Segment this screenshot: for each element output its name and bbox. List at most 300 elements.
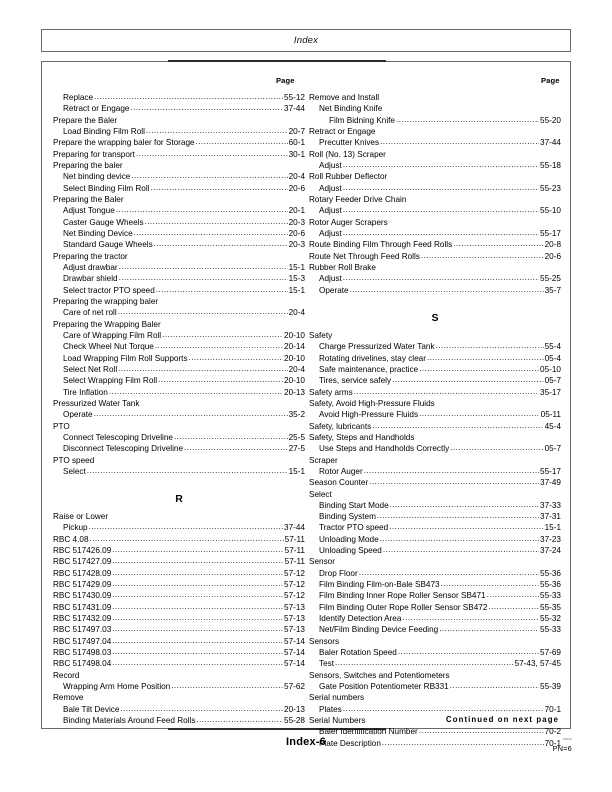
index-entry-page: 20-4 [288, 172, 305, 182]
index-group-heading [309, 636, 561, 647]
index-entry-text: RBC 517427.09 [53, 557, 112, 567]
dot-leader [398, 647, 539, 657]
index-entry-text: Preparing the Baler [53, 194, 124, 204]
index-entry [53, 205, 305, 216]
dot-leader [441, 579, 539, 589]
index-entry-page: 55-17 [540, 228, 561, 238]
index-entry-text: Baler Rotation Speed [319, 648, 397, 658]
index-entry-text: Season Counter [309, 478, 369, 488]
index-entry-text: Preparing the wrapping baler [53, 296, 159, 306]
dot-leader [89, 522, 283, 532]
dot-leader [487, 590, 539, 600]
top-rule-accent [168, 60, 386, 62]
index-entry-text: Adjust Tongue [63, 206, 115, 216]
index-entry-page: 55-36 [540, 568, 561, 578]
index-group-heading [53, 115, 305, 126]
dot-leader [118, 307, 288, 317]
index-entry [53, 341, 305, 352]
dot-leader [156, 285, 288, 295]
index-entry [53, 239, 305, 250]
index-entry-text: Standard Gauge Wheels [63, 240, 153, 250]
index-entry-text: Care of net roll [63, 308, 117, 318]
dot-leader [112, 647, 283, 657]
dot-leader [112, 556, 283, 566]
index-entry [309, 251, 561, 262]
index-entry-text: PTO speed [53, 455, 95, 465]
dot-leader [436, 341, 544, 351]
index-entry-text: Film Binding Outer Rope Roller Sensor SB472 [319, 602, 488, 612]
index-group-heading [53, 160, 305, 171]
index-entry-text: RBC 517497.04 [53, 636, 112, 646]
index-group-heading [309, 103, 561, 114]
section-letter-r: R [175, 493, 183, 506]
dot-leader [450, 681, 539, 691]
index-entry-page: 57-14 [284, 636, 305, 646]
dot-leader [155, 341, 283, 351]
index-entry [309, 704, 561, 715]
index-entry-text: Select tractor PTO speed [63, 285, 155, 295]
index-group-heading [53, 421, 305, 432]
index-entry-page: 70-1 [544, 738, 561, 748]
index-entry-page: 55-28 [284, 716, 305, 726]
index-entry-text: Safe maintenance, practice [319, 364, 419, 374]
index-entry [309, 624, 561, 635]
index-entry-page: 57-62 [284, 682, 305, 692]
dot-leader [419, 409, 540, 419]
section-letter-s: S [431, 311, 439, 324]
index-entry-text: Precutter Knives [319, 138, 380, 148]
index-entry [53, 534, 305, 545]
index-entry-text: Select Wrapping Film Roll [63, 376, 158, 386]
index-entry-text: RBC 517428.09 [53, 568, 112, 578]
index-entry [309, 353, 561, 364]
index-entry-page: 20-8 [544, 240, 561, 250]
index-entry [309, 239, 561, 250]
index-entry-text: Caster Gauge Wheels [63, 217, 144, 227]
index-entry-page: 55-39 [540, 682, 561, 692]
dot-leader [112, 602, 283, 612]
index-entry [309, 364, 561, 375]
index-entry-page: 57-11 [284, 546, 305, 556]
index-entry-page: 57-11 [284, 557, 305, 567]
index-entry-page: 55-4 [544, 342, 561, 352]
index-group-heading [53, 251, 305, 262]
index-entry [53, 285, 305, 296]
index-entry-page: 57-12 [284, 591, 305, 601]
page-header-title: Index [293, 35, 319, 46]
index-entry-text: Drop Floor [319, 568, 358, 578]
dot-leader [453, 239, 543, 249]
index-entry [53, 262, 305, 273]
index-group-heading [53, 194, 305, 205]
index-group-heading [53, 511, 305, 522]
index-entry [309, 500, 561, 511]
dot-leader [196, 715, 283, 725]
dot-leader [118, 364, 287, 374]
index-entry [53, 307, 305, 318]
index-entry-text: Select [309, 489, 332, 499]
index-entry [53, 432, 305, 443]
index-entry [53, 92, 305, 103]
dot-leader [343, 228, 539, 238]
index-entry-text: Net/Film Binding Device Feeding [319, 625, 439, 635]
dot-leader [150, 183, 287, 193]
index-column-right [309, 92, 561, 749]
index-entry-page: 15-1 [544, 523, 561, 533]
index-entry-text: RBC 517429.09 [53, 580, 112, 590]
index-entry [53, 522, 305, 533]
footer-page-number: Index-6 [286, 736, 326, 748]
index-entry [53, 387, 305, 398]
index-entry-text: RBC 517497.03 [53, 625, 112, 635]
index-entry [53, 590, 305, 601]
index-entry-page: 20-6 [288, 228, 305, 238]
index-entry [309, 409, 561, 420]
index-entry-page: 55-32 [540, 614, 561, 624]
index-entry-text: Safety, lubricants [309, 421, 372, 431]
index-column-left [53, 92, 305, 726]
index-entry [309, 579, 561, 590]
index-entry-text: Film Binding Film-on-Bale SB473 [319, 580, 440, 590]
dot-leader [396, 115, 539, 125]
index-entry-text: Operate [63, 410, 93, 420]
index-entry [309, 387, 561, 398]
index-entry-page: 55-20 [540, 115, 561, 125]
index-entry-page: 20-14 [284, 342, 305, 352]
index-entry-page: 20-4 [288, 308, 305, 318]
index-entry-page: 37-23 [540, 534, 561, 544]
index-entry-text: Safety, Steps and Handholds [309, 432, 415, 442]
index-entry-page: 15-3 [288, 274, 305, 284]
index-entry-page: 55-23 [540, 183, 561, 193]
index-entry-text: Tires, service safely [319, 376, 392, 386]
index-entry-page: 70-2 [544, 727, 561, 737]
index-entry-page: 57-69 [540, 648, 561, 658]
index-entry-text: Adjust [319, 160, 342, 170]
index-entry-text: Replace [63, 93, 94, 102]
index-entry [309, 375, 561, 386]
index-entry-text: Safety arms [309, 387, 353, 397]
index-group-heading [53, 455, 305, 466]
index-entry-text: Sensor [309, 557, 335, 567]
index-entry [53, 681, 305, 692]
index-entry-text: Operate [319, 285, 349, 295]
index-entry-page: 05-10 [540, 364, 561, 374]
index-group-heading [309, 432, 561, 443]
dot-leader [377, 511, 539, 521]
index-entry-text: Serial Numbers [309, 716, 366, 726]
index-entry-page: 70-1 [544, 704, 561, 714]
index-entry-page: 35-7 [544, 285, 561, 295]
index-entry-page: 55-36 [540, 580, 561, 590]
index-entry [53, 364, 305, 375]
index-group-heading [53, 692, 305, 703]
dot-leader [119, 262, 288, 272]
index-entry [53, 545, 305, 556]
index-entry-text: Rotor Auger [319, 466, 363, 476]
dot-leader [343, 205, 539, 215]
index-entry-page: 57-13 [284, 625, 305, 635]
dot-leader [450, 443, 543, 453]
dot-leader [402, 613, 539, 623]
index-entry-page: 57-11 [284, 534, 305, 544]
dot-leader [112, 590, 283, 600]
index-entry-page: 20-6 [288, 183, 305, 193]
index-entry [53, 443, 305, 454]
index-group-heading [309, 670, 561, 681]
index-entry-text: Pickup [63, 523, 88, 533]
index-entry-text: PTO [53, 421, 70, 431]
index-entry-text: Rotating drivelines, stay clear [319, 353, 426, 363]
index-group-heading [309, 398, 561, 409]
index-entry-text: Record [53, 670, 80, 680]
index-entry [53, 556, 305, 567]
index-entry-page: 57-14 [284, 648, 305, 658]
index-entry-text: Binding Start Mode [319, 500, 389, 510]
index-entry [309, 534, 561, 545]
index-entry-text: Sensors [309, 636, 340, 646]
index-entry [53, 273, 305, 284]
dot-leader [112, 636, 283, 646]
dot-leader [189, 353, 284, 363]
dot-leader [392, 375, 544, 385]
index-entry-text: Net binding device [63, 172, 131, 182]
index-group-heading [309, 194, 561, 205]
index-group-heading [309, 692, 561, 703]
index-group-heading [309, 455, 561, 466]
index-group-heading [53, 296, 305, 307]
dot-leader [488, 602, 539, 612]
dot-leader [112, 579, 283, 589]
index-entry [309, 341, 561, 352]
index-entry-text: Unloading Mode [319, 534, 379, 544]
dot-leader [116, 205, 288, 215]
index-entry-text: Rotary Feeder Drive Chain [309, 194, 407, 204]
dot-leader [146, 126, 288, 136]
index-entry [53, 613, 305, 624]
index-entry-page: 37-24 [540, 546, 561, 556]
index-entry [309, 658, 561, 669]
index-entry-text: Unloading Speed [319, 546, 382, 556]
index-entry-page: 37-49 [540, 478, 561, 488]
index-group-heading [309, 149, 561, 160]
index-entry-text: RBC 517498.04 [53, 659, 112, 669]
index-entry-text: Prepare the wrapping baler for Storage [53, 138, 195, 148]
dot-leader [364, 466, 539, 476]
index-entry-page: 55-35 [540, 602, 561, 612]
footer-pn-label: PN=6 [552, 744, 572, 753]
dot-leader [419, 364, 539, 374]
dot-leader [369, 477, 539, 487]
index-entry-text: Connect Telescoping Driveline [63, 432, 173, 442]
index-entry-page: 20-13 [284, 387, 305, 397]
dot-leader [184, 443, 288, 453]
index-entry [53, 137, 305, 148]
index-entry-text: Drawbar shield [63, 274, 118, 284]
index-entry-page: 15-1 [288, 466, 305, 476]
index-entry-page: 37-44 [284, 523, 305, 533]
index-entry [309, 511, 561, 522]
index-entry-page: 57-13 [284, 614, 305, 624]
dot-leader [350, 285, 544, 295]
dot-leader [136, 149, 288, 159]
index-entry-text: Roll Rubber Deflector [309, 172, 388, 182]
dot-leader [439, 624, 539, 634]
index-entry-text: Remove [53, 693, 84, 703]
dot-leader [112, 568, 283, 578]
index-entry-page: 35-2 [288, 410, 305, 420]
index-entry-text: Binding Materials Around Feed Rolls [63, 716, 196, 726]
index-entry-text: Net Binding Knife [319, 104, 383, 114]
index-entry [309, 477, 561, 488]
dot-leader [174, 432, 288, 442]
index-entry [53, 126, 305, 137]
index-entry [53, 217, 305, 228]
index-entry-page: 20-10 [284, 376, 305, 386]
dot-leader [112, 545, 283, 555]
index-entry-text: Safety, Avoid High-Pressure Fluids [309, 398, 435, 408]
dot-leader [421, 251, 544, 261]
index-entry-text: Bale Tilt Device [63, 704, 120, 714]
index-entry-page: 57-12 [284, 568, 305, 578]
index-entry-text: Use Steps and Handholds Correctly [319, 444, 450, 454]
index-entry-page: 20-7 [288, 126, 305, 136]
index-entry-text: Adjust drawbar [63, 262, 118, 272]
index-entry-page: 20-10 [284, 330, 305, 340]
index-entry-text: Safety [309, 330, 333, 340]
index-entry-text: Preparing the Wrapping Baler [53, 319, 161, 329]
dot-leader [162, 330, 283, 340]
index-entry [53, 704, 305, 715]
dot-leader [383, 545, 539, 555]
index-group-heading [309, 217, 561, 228]
index-entry-page: 05-7 [544, 444, 561, 454]
index-group-heading [309, 126, 561, 137]
index-entry-page: 20-4 [288, 364, 305, 374]
index-entry-page: 15-1 [288, 262, 305, 272]
index-entry-page: 15-1 [288, 285, 305, 295]
index-entry-page: 55-33 [540, 625, 561, 635]
index-entry-page: 20-10 [284, 353, 305, 363]
index-entry-page: 55-33 [540, 591, 561, 601]
index-entry-text: Baler Identification Number [319, 727, 418, 737]
index-entry-text: Film Binding Inner Rope Roller Sensor SB471 [319, 591, 486, 601]
index-entry [309, 183, 561, 194]
index-group-heading [309, 556, 561, 567]
index-entry [53, 636, 305, 647]
index-entry-page: 55-10 [540, 206, 561, 216]
index-entry-page: 60-1 [288, 138, 305, 148]
index-entry [53, 409, 305, 420]
index-entry-text: Pressurized Water Tank [53, 398, 140, 408]
index-entry-text: Wrapping Arm Home Position [63, 682, 171, 692]
index-entry [53, 330, 305, 341]
index-entry-text: Care of Wrapping Film Roll [63, 330, 162, 340]
index-entry [309, 590, 561, 601]
dot-leader [343, 273, 539, 283]
page-header-box [41, 29, 571, 52]
index-entry-page: 57-43, 57-45 [514, 659, 561, 669]
dot-leader [145, 217, 288, 227]
index-entry-page: 37-31 [540, 512, 561, 522]
index-entry-page: 55-17 [540, 466, 561, 476]
index-entry [309, 613, 561, 624]
index-entry [309, 115, 561, 126]
dot-leader [112, 658, 283, 668]
index-entry [309, 205, 561, 216]
index-entry-page: 55-12 [284, 93, 305, 102]
index-entry-text: Disconnect Telescoping Driveline [63, 444, 183, 454]
index-entry-text: Select Net Roll [63, 364, 118, 374]
dot-leader [372, 421, 543, 431]
dot-leader [112, 613, 283, 623]
dot-leader [427, 353, 544, 363]
index-entry [309, 545, 561, 556]
index-entry-page: 30-1 [288, 149, 305, 159]
index-entry [53, 171, 305, 182]
index-group-heading [53, 319, 305, 330]
index-entry-text: Tire Inflation [63, 387, 108, 397]
index-group-heading [309, 262, 561, 273]
index-entry [309, 602, 561, 613]
index-entry [53, 715, 305, 726]
index-entry [53, 647, 305, 658]
left-column-page-label: Page [276, 76, 295, 85]
dot-leader [389, 522, 543, 532]
dot-leader [158, 375, 283, 385]
index-entry-page: 05-4 [544, 353, 561, 363]
dot-leader [90, 534, 284, 544]
index-entry-text: Rubber Roll Brake [309, 262, 376, 272]
index-entry-text: Adjust [319, 228, 342, 238]
dot-leader [390, 500, 539, 510]
dot-leader [154, 239, 288, 249]
index-entry-text: Preparing the tractor [53, 251, 128, 261]
index-entry [309, 647, 561, 658]
footer-print-code: INDX6 [562, 737, 572, 741]
index-entry-text: RBC 517432.09 [53, 614, 112, 624]
index-entry-text: Route Binding Film Through Feed Rolls [309, 240, 453, 250]
index-entry-page: 20-6 [544, 251, 561, 261]
index-entry-text: Retract or Engage [309, 126, 376, 136]
index-entry-page: 37-44 [540, 138, 561, 148]
index-entry-text: RBC 517431.09 [53, 602, 112, 612]
index-entry-text: RBC 517430.09 [53, 591, 112, 601]
dot-leader [343, 183, 539, 193]
index-entry-text: Net Binding Device [63, 228, 133, 238]
index-group-heading [309, 171, 561, 182]
dot-leader [196, 137, 288, 147]
index-entry-text: RBC 517498.03 [53, 648, 112, 658]
index-entry-text: Film Bidning Knife [329, 115, 395, 125]
index-entry [53, 353, 305, 364]
index-entry-page: 57-13 [284, 602, 305, 612]
index-entry [53, 103, 305, 114]
index-entry [309, 681, 561, 692]
index-entry [53, 375, 305, 386]
index-entry [309, 137, 561, 148]
index-entry [53, 183, 305, 194]
index-entry-text: Serial numbers [309, 693, 365, 703]
index-entry [309, 273, 561, 284]
index-entry [53, 568, 305, 579]
index-entry [53, 228, 305, 239]
index-group-heading [309, 92, 561, 103]
index-entry [53, 624, 305, 635]
dot-leader [380, 137, 539, 147]
continued-note: Continued on next page [446, 715, 559, 724]
index-entry-text: Check Wheel Nut Torque [63, 342, 154, 352]
